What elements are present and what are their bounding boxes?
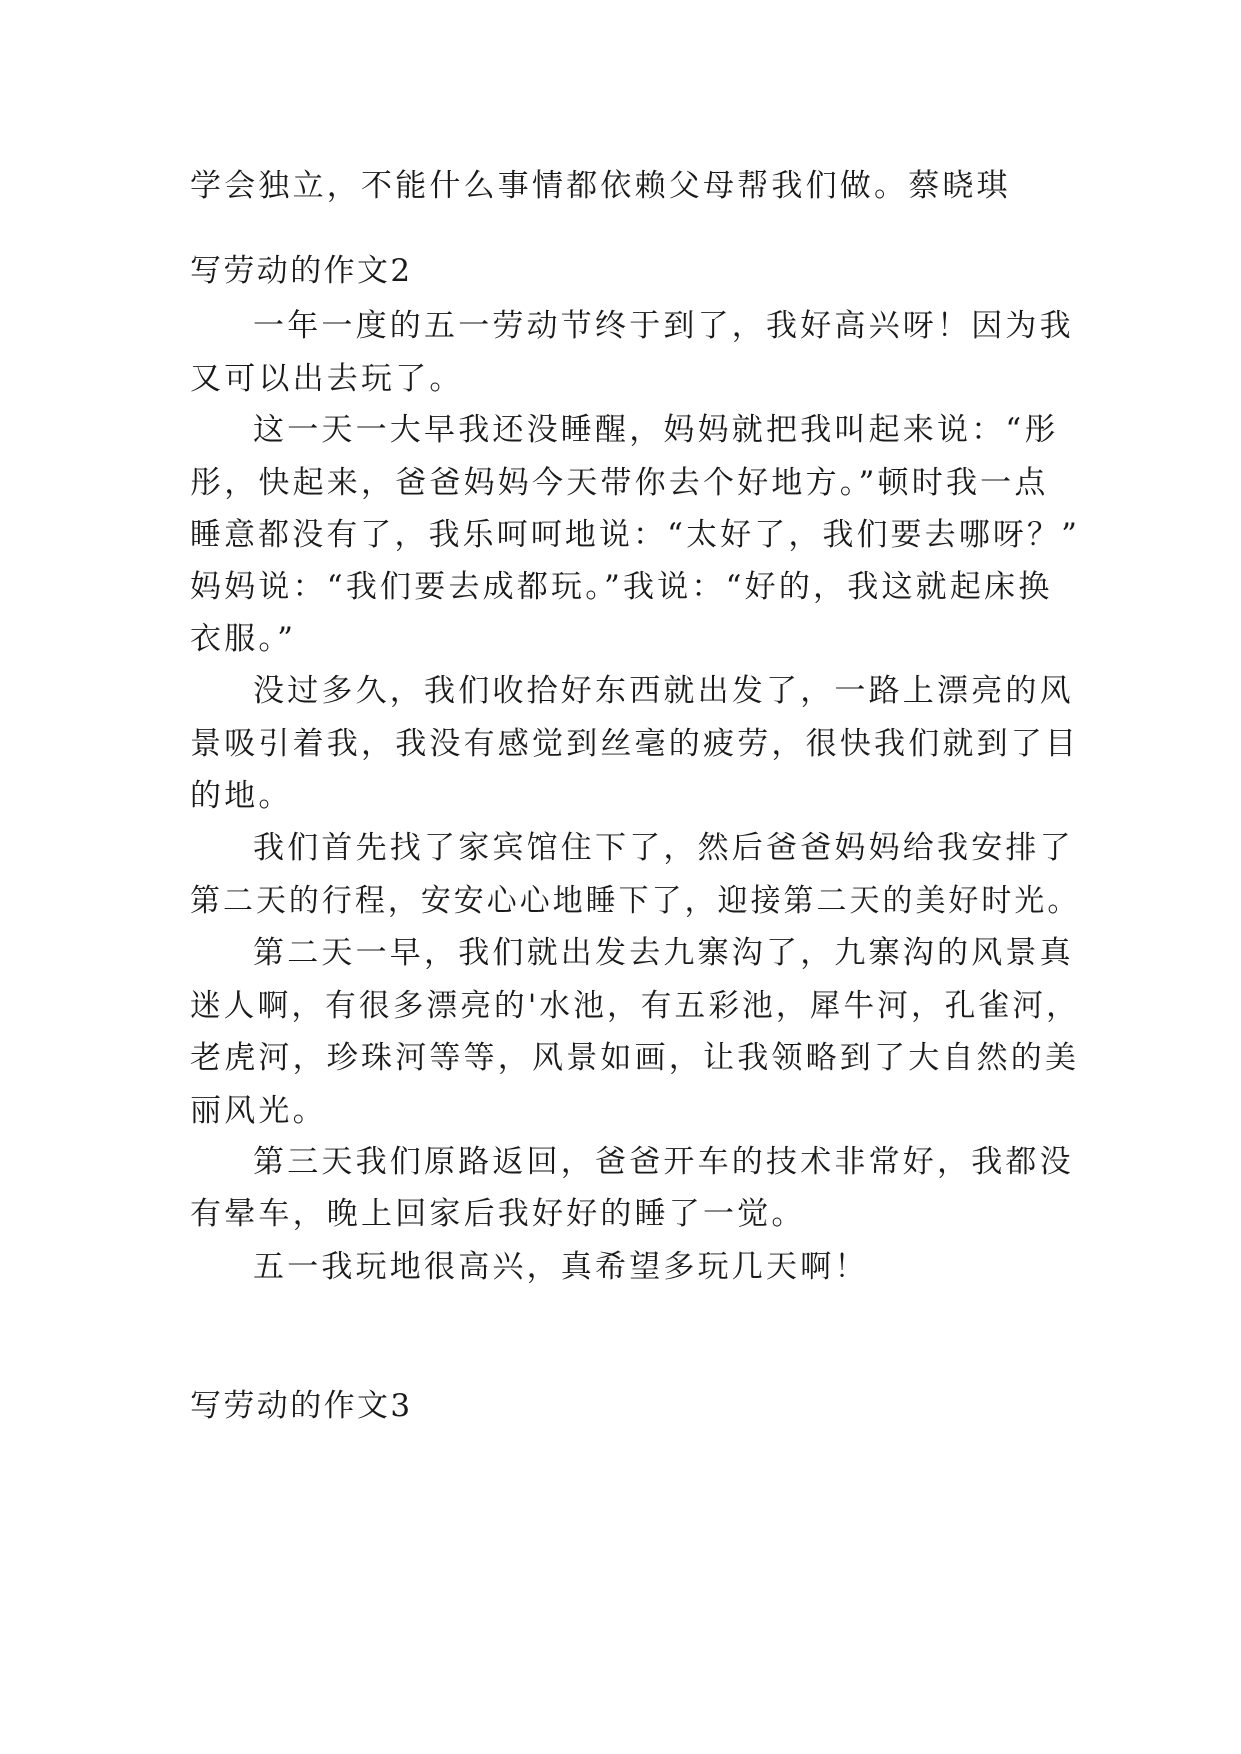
paragraph-5-line-4: 丽风光。: [190, 1093, 327, 1129]
paragraph-5-line-2: 迷人啊，有很多漂亮的'水池，有五彩池，犀牛河，孔雀河，: [190, 988, 1080, 1024]
paragraph-1-line-2: 又可以出去玩了。: [190, 361, 464, 397]
paragraph-6-line-2: 有晕车，晚上回家后我好好的睡了一觉。: [190, 1196, 806, 1232]
paragraph-2-line-1: 这一天一大早我还没睡醒，妈妈就把我叫起来说：“彤: [253, 412, 1059, 448]
paragraph-2-line-2: 彤，快起来，爸爸妈妈今天带你去个好地方。”顿时我一点: [190, 465, 1049, 501]
paragraph-2-line-5: 衣服。”: [190, 621, 297, 657]
paragraph-2-line-4: 妈妈说：“我们要去成都玩。”我说：“好的，我这就起床换: [190, 569, 1053, 605]
paragraph-6-line-1: 第三天我们原路返回，爸爸开车的技术非常好，我都没: [253, 1144, 1074, 1180]
paragraph-3-line-2: 景吸引着我，我没有感觉到丝毫的疲劳，很快我们就到了目: [190, 726, 1080, 762]
paragraph-7-line-1: 五一我玩地很高兴，真希望多玩几天啊！: [253, 1249, 869, 1285]
paragraph-3-line-3: 的地。: [190, 778, 293, 814]
paragraph-3-line-1: 没过多久，我们收拾好东西就出发了，一路上漂亮的风: [253, 673, 1074, 709]
paragraph-2-line-3: 睡意都没有了，我乐呵呵地说：“太好了，我们要去哪呀？”: [190, 517, 1081, 553]
paragraph-1-line-1: 一年一度的五一劳动节终于到了，我好高兴呀！因为我: [253, 308, 1074, 344]
paragraph-4-line-2: 第二天的行程，安安心心地睡下了，迎接第二天的美好时光。: [190, 883, 1081, 919]
paragraph-5-line-1: 第二天一早，我们就出发去九寨沟了，九寨沟的风景真: [253, 935, 1074, 971]
paragraph-5-line-3: 老虎河，珍珠河等等，风景如画，让我领略到了大自然的美: [190, 1040, 1080, 1076]
continuation-line: 学会独立，不能什么事情都依赖父母帮我们做。蔡晓琪: [190, 168, 1011, 204]
essay-3-title: 写劳动的作文3: [190, 1388, 413, 1424]
paragraph-4-line-1: 我们首先找了家宾馆住下了，然后爸爸妈妈给我安排了: [253, 830, 1074, 866]
essay-2-title: 写劳动的作文2: [190, 253, 413, 289]
